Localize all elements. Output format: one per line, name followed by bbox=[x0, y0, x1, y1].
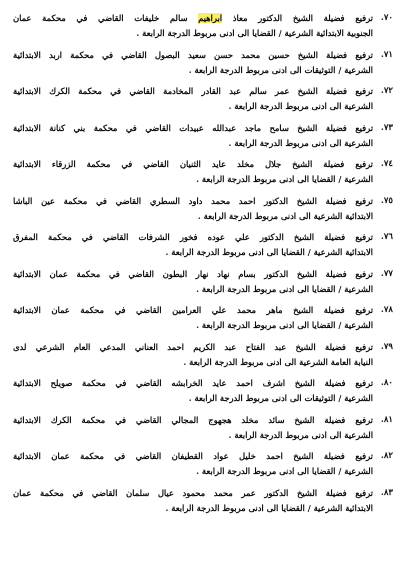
item-text bbox=[13, 449, 373, 479]
item-number: ٧٢. bbox=[380, 86, 393, 96]
item-line: الشرعية الى ادنى مربوط الدرجة الرابعة . bbox=[228, 429, 373, 440]
item-text bbox=[13, 157, 373, 187]
item-text bbox=[13, 11, 373, 41]
item-line: الشرعية / القضايا الى ادنى مربوط الدرجة الرابعة . bbox=[196, 466, 373, 476]
item-line: الشرعية / التوثيقات الى ادنى مربوط الدرجة الرابعة . bbox=[188, 393, 373, 403]
item-line: الشرعية الى ادنى مربوط الدرجة الرابعة . bbox=[228, 137, 373, 148]
item-number: ٧٨. bbox=[380, 305, 393, 315]
item-line: ترفيع فضيلة الشيخ اشرف احمد عايد الخرابشه القاضي في محكمة صويلح الابتدائية bbox=[13, 378, 373, 388]
list-item bbox=[13, 48, 393, 78]
item-text bbox=[13, 486, 373, 516]
item-text bbox=[13, 48, 373, 78]
item-line: ترفيع فضيلة الشيخ سائد مخلد هجهوج المجالي القاضي في محكمة الكرك الابتدائية bbox=[13, 414, 373, 425]
item-number: ٧٠. bbox=[380, 13, 393, 23]
item-number: ٧١. bbox=[380, 49, 393, 60]
list-item bbox=[13, 413, 393, 443]
list-item bbox=[13, 376, 393, 406]
list-item bbox=[13, 84, 393, 114]
item-number: ٨٠. bbox=[380, 378, 393, 388]
item-number: ٨٣. bbox=[380, 487, 393, 498]
list-item bbox=[13, 449, 393, 479]
item-line: الشرعية / القضايا الى ادنى مربوط الدرجة الرابعة . bbox=[196, 174, 373, 184]
item-number: ٧٥. bbox=[380, 195, 393, 206]
list-item bbox=[13, 267, 393, 297]
item-number: ٧٤. bbox=[380, 159, 393, 169]
highlighted-word: ابراهيم bbox=[198, 13, 223, 23]
item-number: ٨٢. bbox=[380, 451, 393, 461]
item-line: الشرعية / القضايا الى ادنى مربوط الدرجة الرابعة . bbox=[196, 283, 373, 294]
item-line: ترفيع فضيلة الشيخ احمد خليل عواد القطيفان القاضي في محكمة عمان الابتدائية bbox=[13, 451, 373, 461]
list-item bbox=[13, 303, 393, 333]
list-item bbox=[13, 230, 393, 260]
item-number: ٧٧. bbox=[380, 268, 393, 279]
item-line: ترفيع فضيلة الشيخ الدكتور احمد محمد داود السطري القاضي في محكمة عين الباشا bbox=[13, 195, 373, 206]
item-line: ترفيع فضيلة الشيخ الدكتور علي عوده فخور الشرفات القاضي في محكمة المفرق bbox=[13, 232, 373, 242]
item-line: ترفيع فضيلة الشيخ عمر سالم عبد القادر المخادمة القاضي في محكمة الكرك الابتدائية bbox=[13, 86, 373, 96]
list-item bbox=[13, 486, 393, 516]
item-line: ترفيع فضيلة الشيخ عبد الفتاح عبد الكريم احمد العناني المدعي العام الشرعي لدى bbox=[13, 341, 373, 352]
item-line: الابتدائية الشرعية / القضايا الى ادنى مربوط الدرجة الرابعة . bbox=[165, 247, 373, 257]
item-line: الشرعية الى ادنى مربوط الدرجة الرابعة . bbox=[228, 101, 373, 111]
item-line: النيابة العامة الشرعية الى ادنى مربوط الدرجة الرابعة . bbox=[183, 356, 373, 367]
item-text bbox=[13, 376, 373, 406]
item-text bbox=[13, 413, 373, 443]
item-text bbox=[13, 340, 373, 370]
item-line: الشرعية / القضايا الى ادنى مربوط الدرجة الرابعة . bbox=[196, 320, 373, 330]
item-line: الابتدائية الشرعية الى ادنى مربوط الدرجة الرابعة . bbox=[197, 210, 373, 221]
item-line: الابتدائية الشرعية / القضايا الى ادنى مربوط الدرجة الرابعة . bbox=[165, 502, 373, 513]
item-text bbox=[13, 84, 373, 114]
item-text bbox=[13, 194, 373, 224]
line-segment: ترفيع فضيلة الشيخ الدكتور معاذ bbox=[232, 13, 373, 23]
list-item bbox=[13, 11, 393, 41]
item-text bbox=[13, 121, 373, 151]
item-line: ترفيع فضيلة الشيخ الدكتور بسام نهاد نهار البطون القاضي في محكمة عمان الابتدائية bbox=[13, 268, 373, 279]
item-number: ٧٣. bbox=[380, 122, 393, 133]
list-item bbox=[13, 340, 393, 370]
item-number: ٨١. bbox=[380, 414, 393, 425]
item-line: ترفيع فضيلة الشيخ جلال مخلد عايد الثنيان القاضي في محكمة الزرقاء الابتدائية bbox=[13, 159, 373, 169]
item-text bbox=[13, 303, 373, 333]
item-line: ترفيع فضيلة الشيخ الدكتور عمر محمد محمود عيال سلمان القاضي في محكمة عمان bbox=[13, 487, 373, 498]
list-item bbox=[13, 157, 393, 187]
item-text bbox=[13, 230, 373, 260]
line-segment: سالم خليفات القاضي في محكمة عمان bbox=[13, 13, 188, 23]
item-number: ٧٦. bbox=[380, 232, 393, 242]
item-line: ترفيع فضيلة الشيخ سامح ماجد عبدالله عبيدات القاضي في محكمة بني كنانة الابتدائية bbox=[13, 122, 373, 133]
item-line: ترفيع فضيلة الشيخ ماهر محمد علي العرامين القاضي في محكمة عمان الابتدائية bbox=[13, 305, 373, 315]
item-number: ٧٩. bbox=[380, 341, 393, 352]
item-line: الجنوبية الابتدائية الشرعية / القضايا الى ادنى مربوط الدرجة الرابعة . bbox=[136, 28, 373, 38]
list-item bbox=[13, 121, 393, 151]
item-line: الشرعية / التوثيقات الى ادنى مربوط الدرجة الرابعة . bbox=[188, 64, 373, 75]
item-text bbox=[13, 267, 373, 297]
list-item bbox=[13, 194, 393, 224]
item-line: ترفيع فضيلة الشيخ حسين محمد حسن سعيد البصول القاضي في محكمة اربد الابتدائية bbox=[13, 49, 373, 60]
item-line bbox=[13, 11, 373, 26]
